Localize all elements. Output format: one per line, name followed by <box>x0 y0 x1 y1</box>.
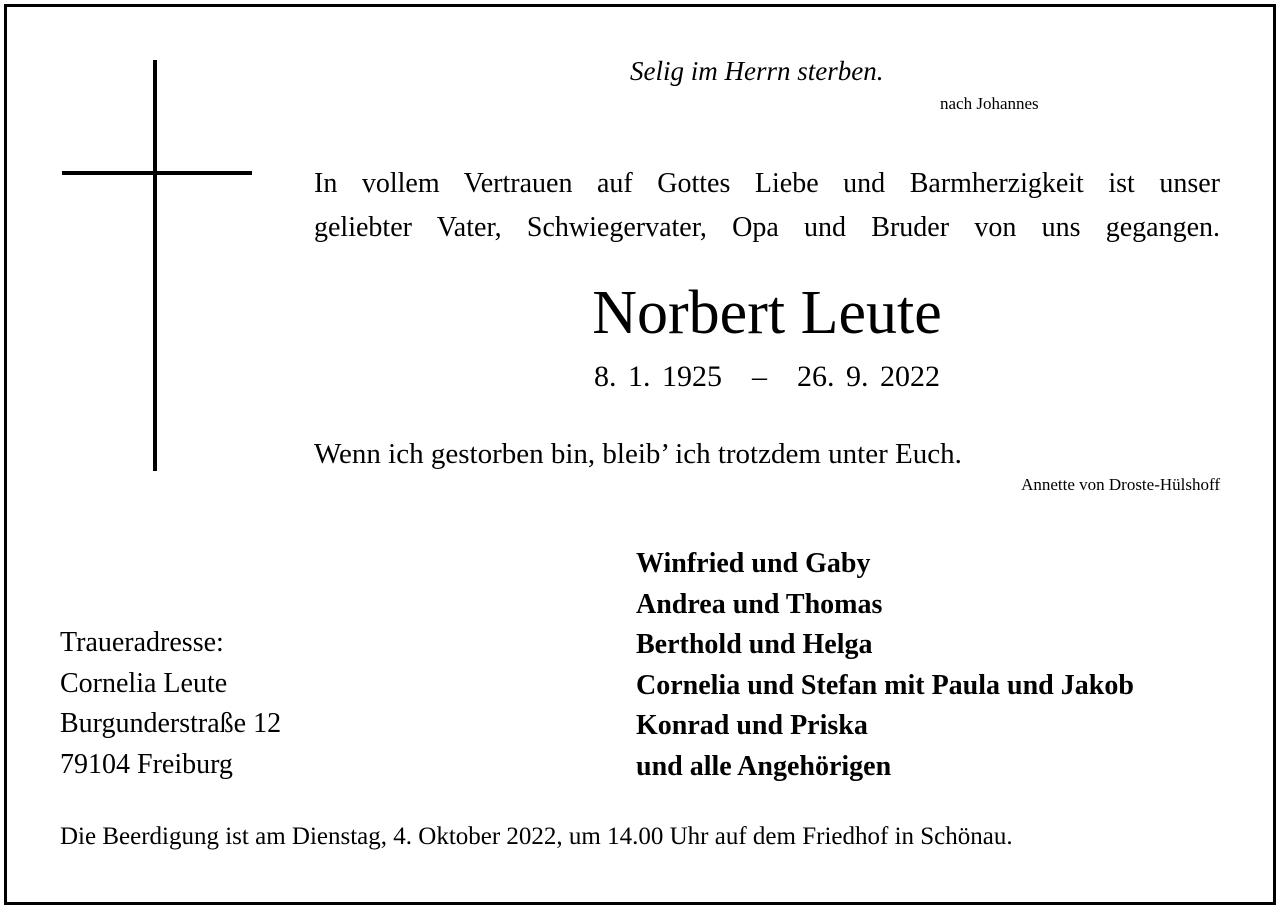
intro-line-2: geliebter Vater, Schwiegervater, Opa und Bruder von uns gegangen. <box>314 212 1220 243</box>
cross-horizontal-bar <box>62 171 252 175</box>
mourners-list <box>636 544 1134 787</box>
mourner-entry: Konrad und Priska <box>636 710 868 741</box>
address-street: Burgunderstraße 12 <box>60 708 282 739</box>
quote-text: Wenn ich gestorben bin, bleib’ ich trotzdem unter Euch. <box>314 438 962 470</box>
cross-vertical-bar <box>153 60 157 471</box>
address-name: Cornelia Leute <box>60 667 228 699</box>
mourning-address <box>60 623 281 785</box>
mourner-entry: Andrea und Thomas <box>636 588 883 620</box>
funeral-notice: Die Beerdigung ist am Dienstag, 4. Oktober 2022, um 14.00 Uhr auf dem Friedhof in Schönau. <box>60 823 1013 850</box>
quote-source: Annette von Droste-Hülshoff <box>1021 475 1220 494</box>
intro-line-1: In vollem Vertrauen auf Gottes Liebe und Barmherzigkeit ist unser <box>314 168 1220 199</box>
address-label: Traueradresse: <box>60 627 224 658</box>
birth-date: 8. 1. 1925 <box>594 360 722 393</box>
date-separator: – <box>752 360 767 393</box>
life-dates <box>314 362 1220 392</box>
motto-source: nach Johannes <box>940 94 1039 113</box>
intro-paragraph <box>314 162 1220 250</box>
mourner-entry: und alle Angehörigen <box>636 750 892 782</box>
mourner-entry: Cornelia und Stefan mit Paula und Jakob <box>636 669 1134 701</box>
mourner-entry: Berthold und Helga <box>636 629 873 660</box>
address-city: 79104 Freiburg <box>60 748 233 780</box>
deceased-name: Norbert Leute <box>592 279 942 347</box>
mourner-entry: Winfried und Gaby <box>636 548 871 579</box>
motto-text: Selig im Herrn sterben. <box>630 56 884 86</box>
death-date: 26. 9. 2022 <box>797 360 940 393</box>
